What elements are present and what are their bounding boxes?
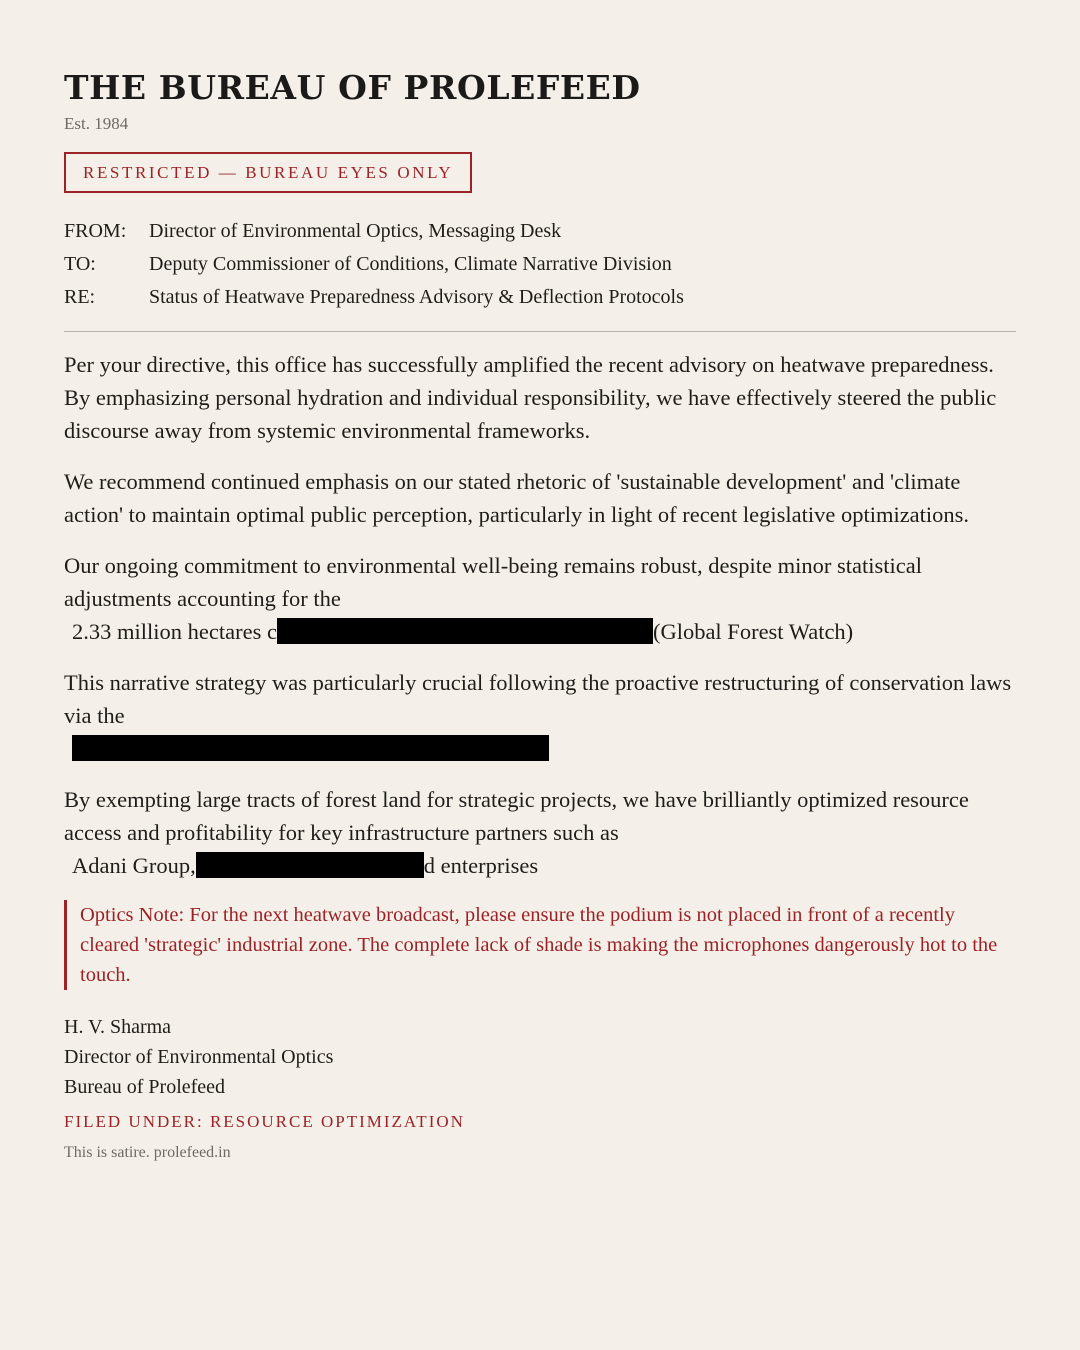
redaction-bar: [277, 618, 653, 644]
to-row: [64, 248, 1016, 281]
signatory-name: H. V. Sharma: [64, 1016, 172, 1038]
paragraph-5-text: By exempting large tracts of forest land for strategic projects, we have brilliantly optimized resource access and profitability for key infrastructure partners such as: [64, 787, 969, 845]
filed-under: FILED UNDER: RESOURCE OPTIMIZATION: [64, 1112, 465, 1131]
from-row: [64, 215, 1016, 248]
paragraph-4-line2: [64, 736, 549, 761]
paragraph-3: [64, 549, 1016, 648]
signature-block: [64, 1012, 1016, 1102]
optics-note: Optics Note: For the next heatwave broadcast, please ensure the podium is not placed in front of a recently cleared 'strategic' industrial zone. The complete lack of shade is making the microphones dangerously hot to the touch.: [64, 900, 1016, 990]
paragraph-4-text: This narrative strategy was particularly crucial following the proactive restructuring of conservation laws via the: [64, 670, 1012, 728]
paragraph-3-text: Our ongoing commitment to environmental well-being remains robust, despite minor statistical adjustments accounting for the: [64, 553, 922, 611]
to-value: Deputy Commissioner of Conditions, Climate Narrative Division: [149, 253, 672, 275]
redaction-bar: [72, 735, 549, 761]
signatory-org: Bureau of Prolefeed: [64, 1076, 226, 1098]
signatory-title: Director of Environmental Optics: [64, 1046, 334, 1068]
memo-header: [64, 215, 1016, 314]
paragraph-5: [64, 783, 1016, 882]
memo-page: [64, 66, 1016, 1162]
memo-body: [64, 348, 1016, 882]
established-line: Est. 1984: [64, 114, 129, 133]
header-divider: [64, 331, 1016, 332]
re-row: [64, 281, 1016, 314]
paragraph-1: Per your directive, this office has successfully amplified the recent advisory on heatwave preparedness. By emphasizing personal hydration and individual responsibility, we have effectively steered the public discourse away from systemic environmental frameworks.: [64, 352, 997, 443]
source-citation: (Global Forest Watch): [652, 619, 854, 644]
re-value: Status of Heatwave Preparedness Advisory & Deflection Protocols: [149, 286, 684, 308]
partner-suffix: d enterprises: [423, 853, 539, 878]
satire-footer: This is satire. prolefeed.in: [64, 1144, 231, 1161]
partner-name: Adani Group,: [72, 853, 196, 878]
paragraph-4: [64, 666, 1016, 765]
deforestation-figure: 2.33 million hectares c: [72, 619, 277, 644]
re-label: RE:: [64, 286, 96, 308]
from-value: Director of Environmental Optics, Messaging Desk: [149, 220, 562, 242]
masthead-title: THE BUREAU OF PROLEFEED: [64, 68, 641, 107]
from-label: FROM:: [64, 220, 127, 242]
classification-stamp: RESTRICTED — BUREAU EYES ONLY: [64, 152, 472, 193]
redaction-bar: [196, 852, 424, 878]
paragraph-5-line2: [64, 853, 538, 878]
to-label: TO:: [64, 253, 96, 275]
paragraph-3-line2: [64, 619, 853, 644]
paragraph-2: We recommend continued emphasis on our stated rhetoric of 'sustainable development' and 'climate action' to maintain optimal public perception, particularly in light of recent legislative optimizations.: [64, 469, 970, 527]
